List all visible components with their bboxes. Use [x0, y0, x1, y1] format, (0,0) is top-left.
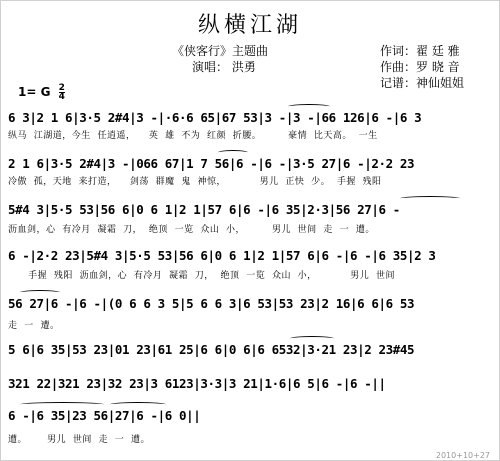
lyrics-row-5: 走 一 遭。: [8, 321, 60, 331]
lyricist-credit: 作词：翟 廷 雅: [380, 44, 460, 58]
slur: [290, 336, 334, 341]
key-signature: [18, 84, 65, 101]
date-watermark: 2010+10+27: [435, 451, 490, 460]
time-signature-top: 2: [58, 83, 65, 93]
composer-credit: 作曲：罗 晓 音: [380, 60, 460, 74]
time-signature: [59, 84, 65, 101]
slur: [20, 402, 104, 407]
notation-row-6: 5 6|6 35|53 23|01 23|61 25|6 6|0 6|6 6532|3·21 23|2 23#45: [8, 342, 415, 357]
notation-row-2: 2 1 6|3·5 2#4|3 -|066 67|1 7 56|6 -|6 -|3·5 27|6 -|2·2 23: [8, 156, 415, 171]
time-signature-bottom: 4: [58, 92, 65, 102]
notation-row-7: 321 22|321 23|32 23|3 6123|3·3|3 21|1·6|6 5|6 -|6 -||: [8, 376, 386, 391]
lyrics-row-2: 冷傲 孤，天地 来打造， 剑荡 群魔 鬼 神惊， 男儿 正快 少。 手握 残阳: [8, 177, 382, 187]
notation-row-1: 6 3|2 1 6|3·5 2#4|3 -|·6·6 65|67 53|3 -|3 -|66 126|6 -|6 3: [8, 110, 422, 125]
notation-row-5: 56 27|6 -|6 -|(0 6 6 3 5|5 6 6 3|6 53|53 23|2 16|6 6|6 53: [8, 296, 415, 311]
key-label: 1= G: [18, 85, 51, 99]
lyrics-row-4: 手握 残阳 沥血剑，心 有冷月 凝霜 刀， 绝顶 一览 众山 小， 男儿 世间: [8, 271, 395, 281]
slur: [218, 150, 248, 155]
slur: [110, 402, 166, 407]
transcriber-credit: 记谱：神仙姐姐: [380, 76, 465, 90]
subtitle: 《侠客行》主题曲: [172, 44, 269, 58]
song-title: 纵横江湖: [197, 13, 302, 38]
notation-row-8: 6 -|6 35|23 56|27|6 -|6 0||: [8, 408, 201, 423]
notation-row-4: 6 -|2·2 23|5#4 3|5·5 53|56 6|0 6 1|2 1|57 6|6 -|6 -|6 35|2 3: [8, 248, 436, 263]
slur: [288, 104, 330, 109]
slur: [400, 196, 460, 201]
notation-row-3: 5#4 3|5·5 53|56 6|0 6 1|2 1|57 6|6 -|6 35|2·3|56 27|6 -: [8, 202, 400, 217]
lyrics-row-8: 遭。 男儿 世间 走 一 遭。: [8, 435, 151, 445]
slur: [20, 290, 60, 295]
singer-line: 演唱： 洪勇: [192, 60, 256, 74]
lyrics-row-3: 沥血剑，心 有冷月 凝霜 刀， 绝顶 一览 众山 小， 男儿 世间 走 一 遭。: [8, 225, 375, 235]
lyrics-row-1: 纵马 江湖道，今生 任逍遥， 英 雄 不为 红颜 折腰。 豪情 比天高。 一生: [8, 131, 378, 141]
